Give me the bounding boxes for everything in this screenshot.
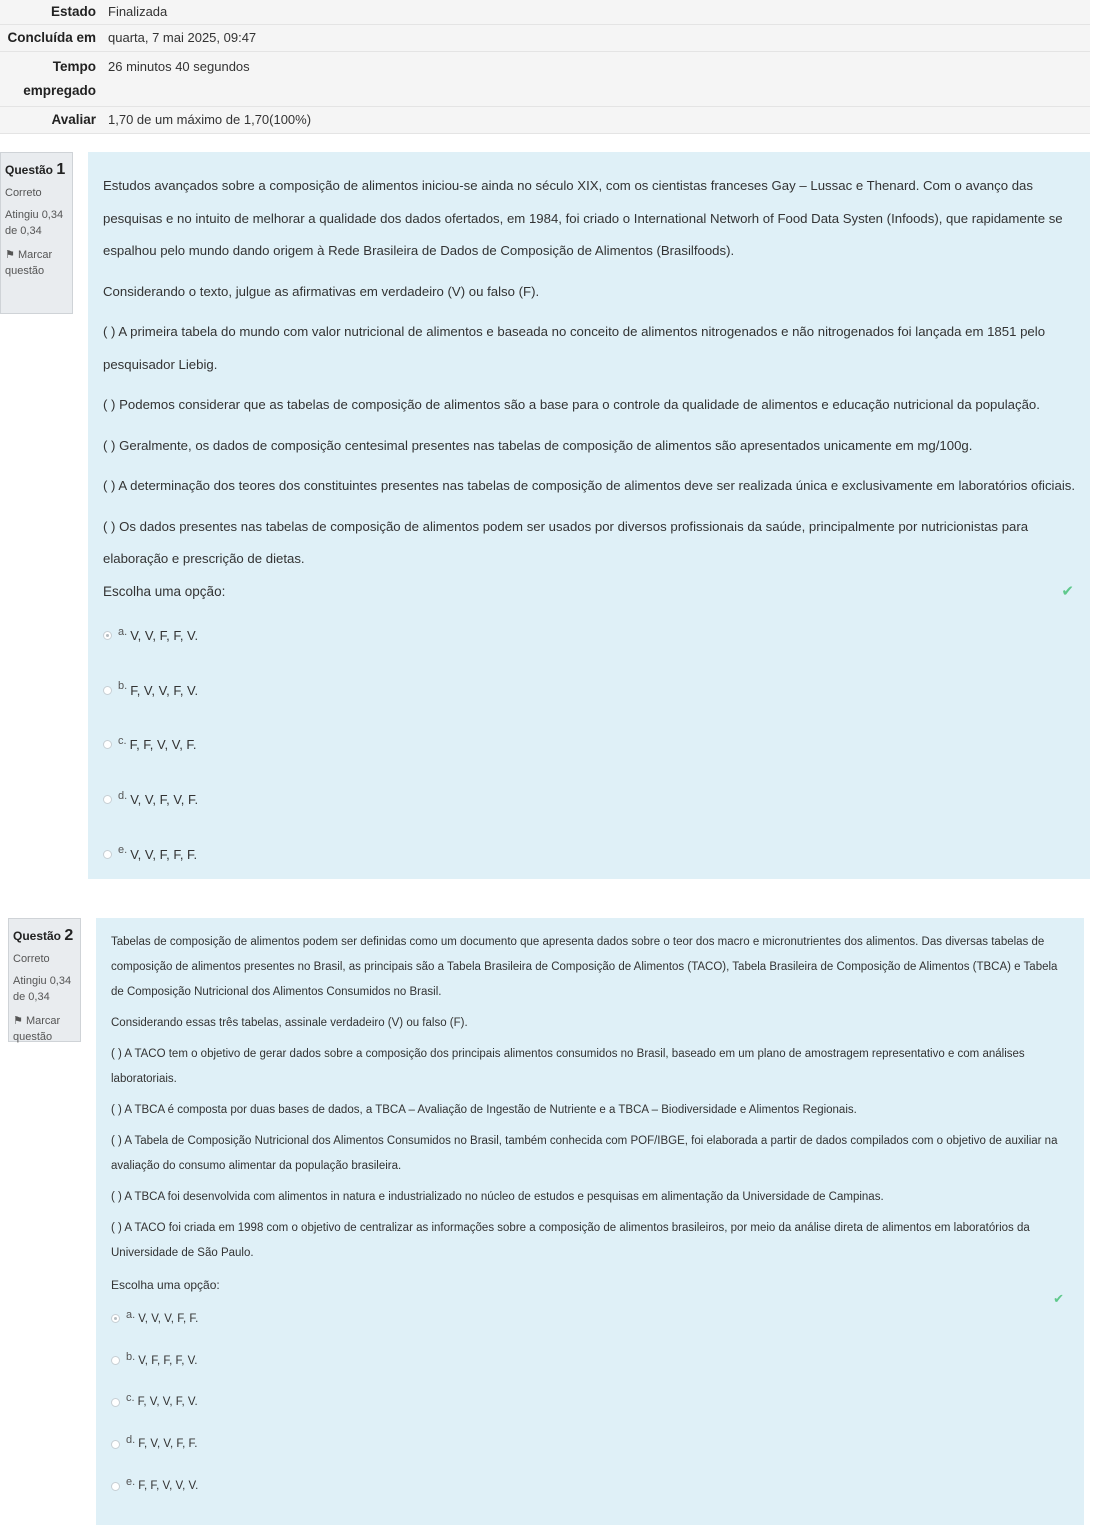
tempo-value: 26 minutos 40 segundos bbox=[108, 59, 250, 74]
question-paragraph: ( ) A determinação dos teores dos constituintes presentes nas tabelas de composição de alimentos deve ser realizada única e exclusivamente em laboratórios oficiais. bbox=[103, 478, 1076, 493]
summary-row-concluida bbox=[0, 25, 1090, 52]
option-text: V, V, V, F, F. bbox=[138, 1312, 199, 1325]
radio-button[interactable] bbox=[111, 1482, 120, 1491]
option-text: V, F, F, F, V. bbox=[138, 1354, 198, 1367]
answer-option-e[interactable] bbox=[103, 827, 1076, 882]
question-label: Questão bbox=[13, 929, 62, 943]
choose-option-prompt: Escolha uma opção: bbox=[111, 1278, 220, 1292]
question-label: Questão bbox=[5, 163, 54, 177]
option-text: F, V, V, F, F. bbox=[138, 1438, 198, 1451]
radio-button[interactable] bbox=[103, 686, 112, 695]
answer-option-a[interactable] bbox=[111, 1298, 1070, 1340]
estado-label: Estado bbox=[50, 4, 96, 19]
tempo-label-line2: empregado bbox=[23, 83, 96, 98]
question-paragraph: ( ) A TACO foi criada em 1998 com o objetivo de centralizar as informações sobre a composição de alimentos brasileiros, por meio da análise direta de alimentos em laboratórios da Universidade de São Paulo. bbox=[111, 1222, 1030, 1259]
answer-option-d[interactable] bbox=[103, 772, 1076, 827]
radio-button[interactable] bbox=[103, 740, 112, 749]
radio-button[interactable] bbox=[111, 1398, 120, 1407]
option-letter: b. bbox=[118, 680, 128, 693]
option-letter: a. bbox=[126, 1308, 136, 1321]
summary-row-avaliar bbox=[0, 107, 1090, 134]
question-2-grade: Atingiu 0,34 de 0,34 bbox=[13, 975, 72, 1003]
option-letter: d. bbox=[126, 1434, 136, 1447]
flag-icon: ⚑ bbox=[13, 1015, 23, 1027]
question-1-status: Correto bbox=[5, 187, 42, 199]
option-text: F, F, V, V, V. bbox=[138, 1480, 199, 1493]
question-2-status: Correto bbox=[13, 953, 50, 965]
option-letter: c. bbox=[126, 1392, 135, 1405]
avaliar-value: 1,70 de um máximo de 1,70(100%) bbox=[108, 112, 312, 127]
question-1-text bbox=[103, 170, 1076, 576]
radio-button[interactable] bbox=[111, 1440, 120, 1449]
question-paragraph: Tabelas de composição de alimentos podem ser definidas como um documento que apresenta dados sobre o teor dos macro e micronutrientes dos alimentos. Das diversas tabelas de composição de alimentos presentes no Brasil, as principais são a Tabela Brasileira de Composição de Alimentos (TACO), Tabela Brasileira de Composição de Alimentos (TBCA) e Tabela de Composição Nutricional dos Alimentos Consumidos no Brasil. bbox=[111, 936, 1058, 998]
option-letter: a. bbox=[118, 625, 128, 638]
summary-row-estado bbox=[0, 0, 1090, 25]
question-paragraph: ( ) A primeira tabela do mundo com valor nutricional de alimentos e baseada no conceito de alimentos nitrogenados e não nitrogenados foi lançada em 1851 pelo pesquisador Liebig. bbox=[103, 324, 1046, 372]
option-letter: e. bbox=[126, 1476, 136, 1489]
question-paragraph: ( ) A TACO tem o objetivo de gerar dados sobre a composição dos principais alimentos consumidos no Brasil, baseado em um plano de amostragem representativo e com análises laboratoriais. bbox=[111, 1048, 1025, 1085]
tempo-label-line1: Tempo bbox=[52, 59, 96, 74]
question-1-grade: Atingiu 0,34 de 0,34 bbox=[5, 209, 64, 237]
question-paragraph: ( ) Os dados presentes nas tabelas de composição de alimentos podem ser usados por diversos profissionais da saúde, principalmente por nutricionistas para elaboração e prescrição de dietas. bbox=[103, 518, 1029, 566]
answer-option-b[interactable] bbox=[103, 663, 1076, 718]
option-text: F, V, V, F, V. bbox=[130, 682, 199, 698]
question-paragraph: ( ) Geralmente, os dados de composição centesimal presentes nas tabelas de composição de alimentos são apresentados unicamente em mg/100g. bbox=[103, 437, 973, 453]
radio-button[interactable] bbox=[111, 1356, 120, 1365]
radio-button[interactable] bbox=[103, 850, 112, 859]
option-text: V, V, F, F, V. bbox=[130, 628, 199, 644]
question-1-info bbox=[0, 152, 73, 314]
answer-option-d[interactable] bbox=[111, 1423, 1070, 1465]
question-number: 1 bbox=[56, 161, 66, 178]
question-paragraph: Considerando essas três tabelas, assinale verdadeiro (V) ou falso (F). bbox=[111, 1017, 468, 1029]
flag-question-2-link[interactable] bbox=[13, 1013, 76, 1045]
answer-option-a[interactable] bbox=[103, 609, 1076, 664]
question-1-content bbox=[88, 152, 1090, 879]
option-letter: e. bbox=[118, 844, 128, 857]
flag-label: Marcar questão bbox=[13, 1015, 61, 1043]
flag-question-1-link[interactable] bbox=[5, 247, 68, 279]
radio-button[interactable] bbox=[103, 631, 112, 640]
option-text: F, V, V, F, V. bbox=[137, 1396, 198, 1409]
tempo-label bbox=[0, 52, 100, 106]
option-letter: c. bbox=[118, 734, 127, 747]
radio-button[interactable] bbox=[111, 1314, 120, 1323]
answer-option-c[interactable] bbox=[111, 1382, 1070, 1424]
option-text: V, V, F, F, F. bbox=[130, 846, 198, 862]
question-paragraph: ( ) A TBCA foi desenvolvida com alimentos in natura e industrializado no núcleo de estudos e pesquisas em alimentação da Universidade de Campinas. bbox=[111, 1191, 884, 1203]
question-2-number bbox=[13, 927, 76, 945]
question-paragraph: ( ) A TBCA é composta por duas bases de dados, a TBCA – Avaliação de Ingestão de Nutriente e a TBCA – Biodiversidade e Alimentos Regionais. bbox=[111, 1104, 857, 1116]
check-icon: ✔ bbox=[1061, 583, 1074, 600]
answer-options bbox=[111, 1298, 1070, 1507]
answer-option-c[interactable] bbox=[103, 718, 1076, 773]
question-paragraph: Considerando o texto, julgue as afirmativas em verdadeiro (V) ou falso (F). bbox=[103, 283, 540, 299]
answer-option-b[interactable] bbox=[111, 1340, 1070, 1382]
question-1-number bbox=[5, 161, 68, 179]
flag-icon: ⚑ bbox=[5, 249, 15, 261]
attempt-summary bbox=[0, 0, 1090, 134]
option-text: F, F, V, V, F. bbox=[129, 737, 197, 753]
concluida-value: quarta, 7 mai 2025, 09:47 bbox=[108, 30, 257, 45]
question-paragraph: Estudos avançados sobre a composição de alimentos iniciou-se ainda no século XIX, com os cientistas franceses Gay – Lussac e Thenard. Com o avanço das pesquisas e no intuito de melhorar a qualidade dos dados ofertados, em 1984, foi criado o International Networh of Food Data Systen (Infoods), que rapidamente se espalhou pelo mundo dando origem à Rede Brasileira de Dados de Composição de Alimentos (Brasilfoods). bbox=[103, 178, 1063, 258]
concluida-label: Concluída em bbox=[7, 30, 96, 45]
question-paragraph: ( ) A Tabela de Composição Nutricional dos Alimentos Consumidos no Brasil, também conhecida com POF/IBGE, foi elaborada a partir de dados compilados com o objetivo de auxiliar na avaliação do consumo alimentar da população brasileira. bbox=[111, 1135, 1058, 1172]
question-2-info bbox=[8, 918, 81, 1042]
option-letter: d. bbox=[118, 789, 128, 802]
option-text: V, V, F, V, F. bbox=[130, 792, 199, 808]
option-letter: b. bbox=[126, 1350, 136, 1363]
avaliar-label: Avaliar bbox=[51, 112, 96, 127]
flag-label: Marcar questão bbox=[5, 249, 53, 277]
estado-value: Finalizada bbox=[108, 4, 168, 19]
question-2-content bbox=[96, 918, 1084, 1525]
choose-option-prompt: Escolha uma opção: bbox=[103, 583, 226, 599]
question-paragraph: ( ) Podemos considerar que as tabelas de composição de alimentos são a base para o controle da qualidade de alimentos e educação nutricional da população. bbox=[103, 397, 1040, 412]
answer-option-e[interactable] bbox=[111, 1465, 1070, 1507]
radio-button[interactable] bbox=[103, 795, 112, 804]
answer-options bbox=[103, 609, 1076, 882]
question-number: 2 bbox=[64, 927, 74, 944]
question-2-text bbox=[111, 930, 1070, 1266]
check-icon: ✔ bbox=[1053, 1291, 1064, 1306]
summary-row-tempo bbox=[0, 52, 1090, 107]
